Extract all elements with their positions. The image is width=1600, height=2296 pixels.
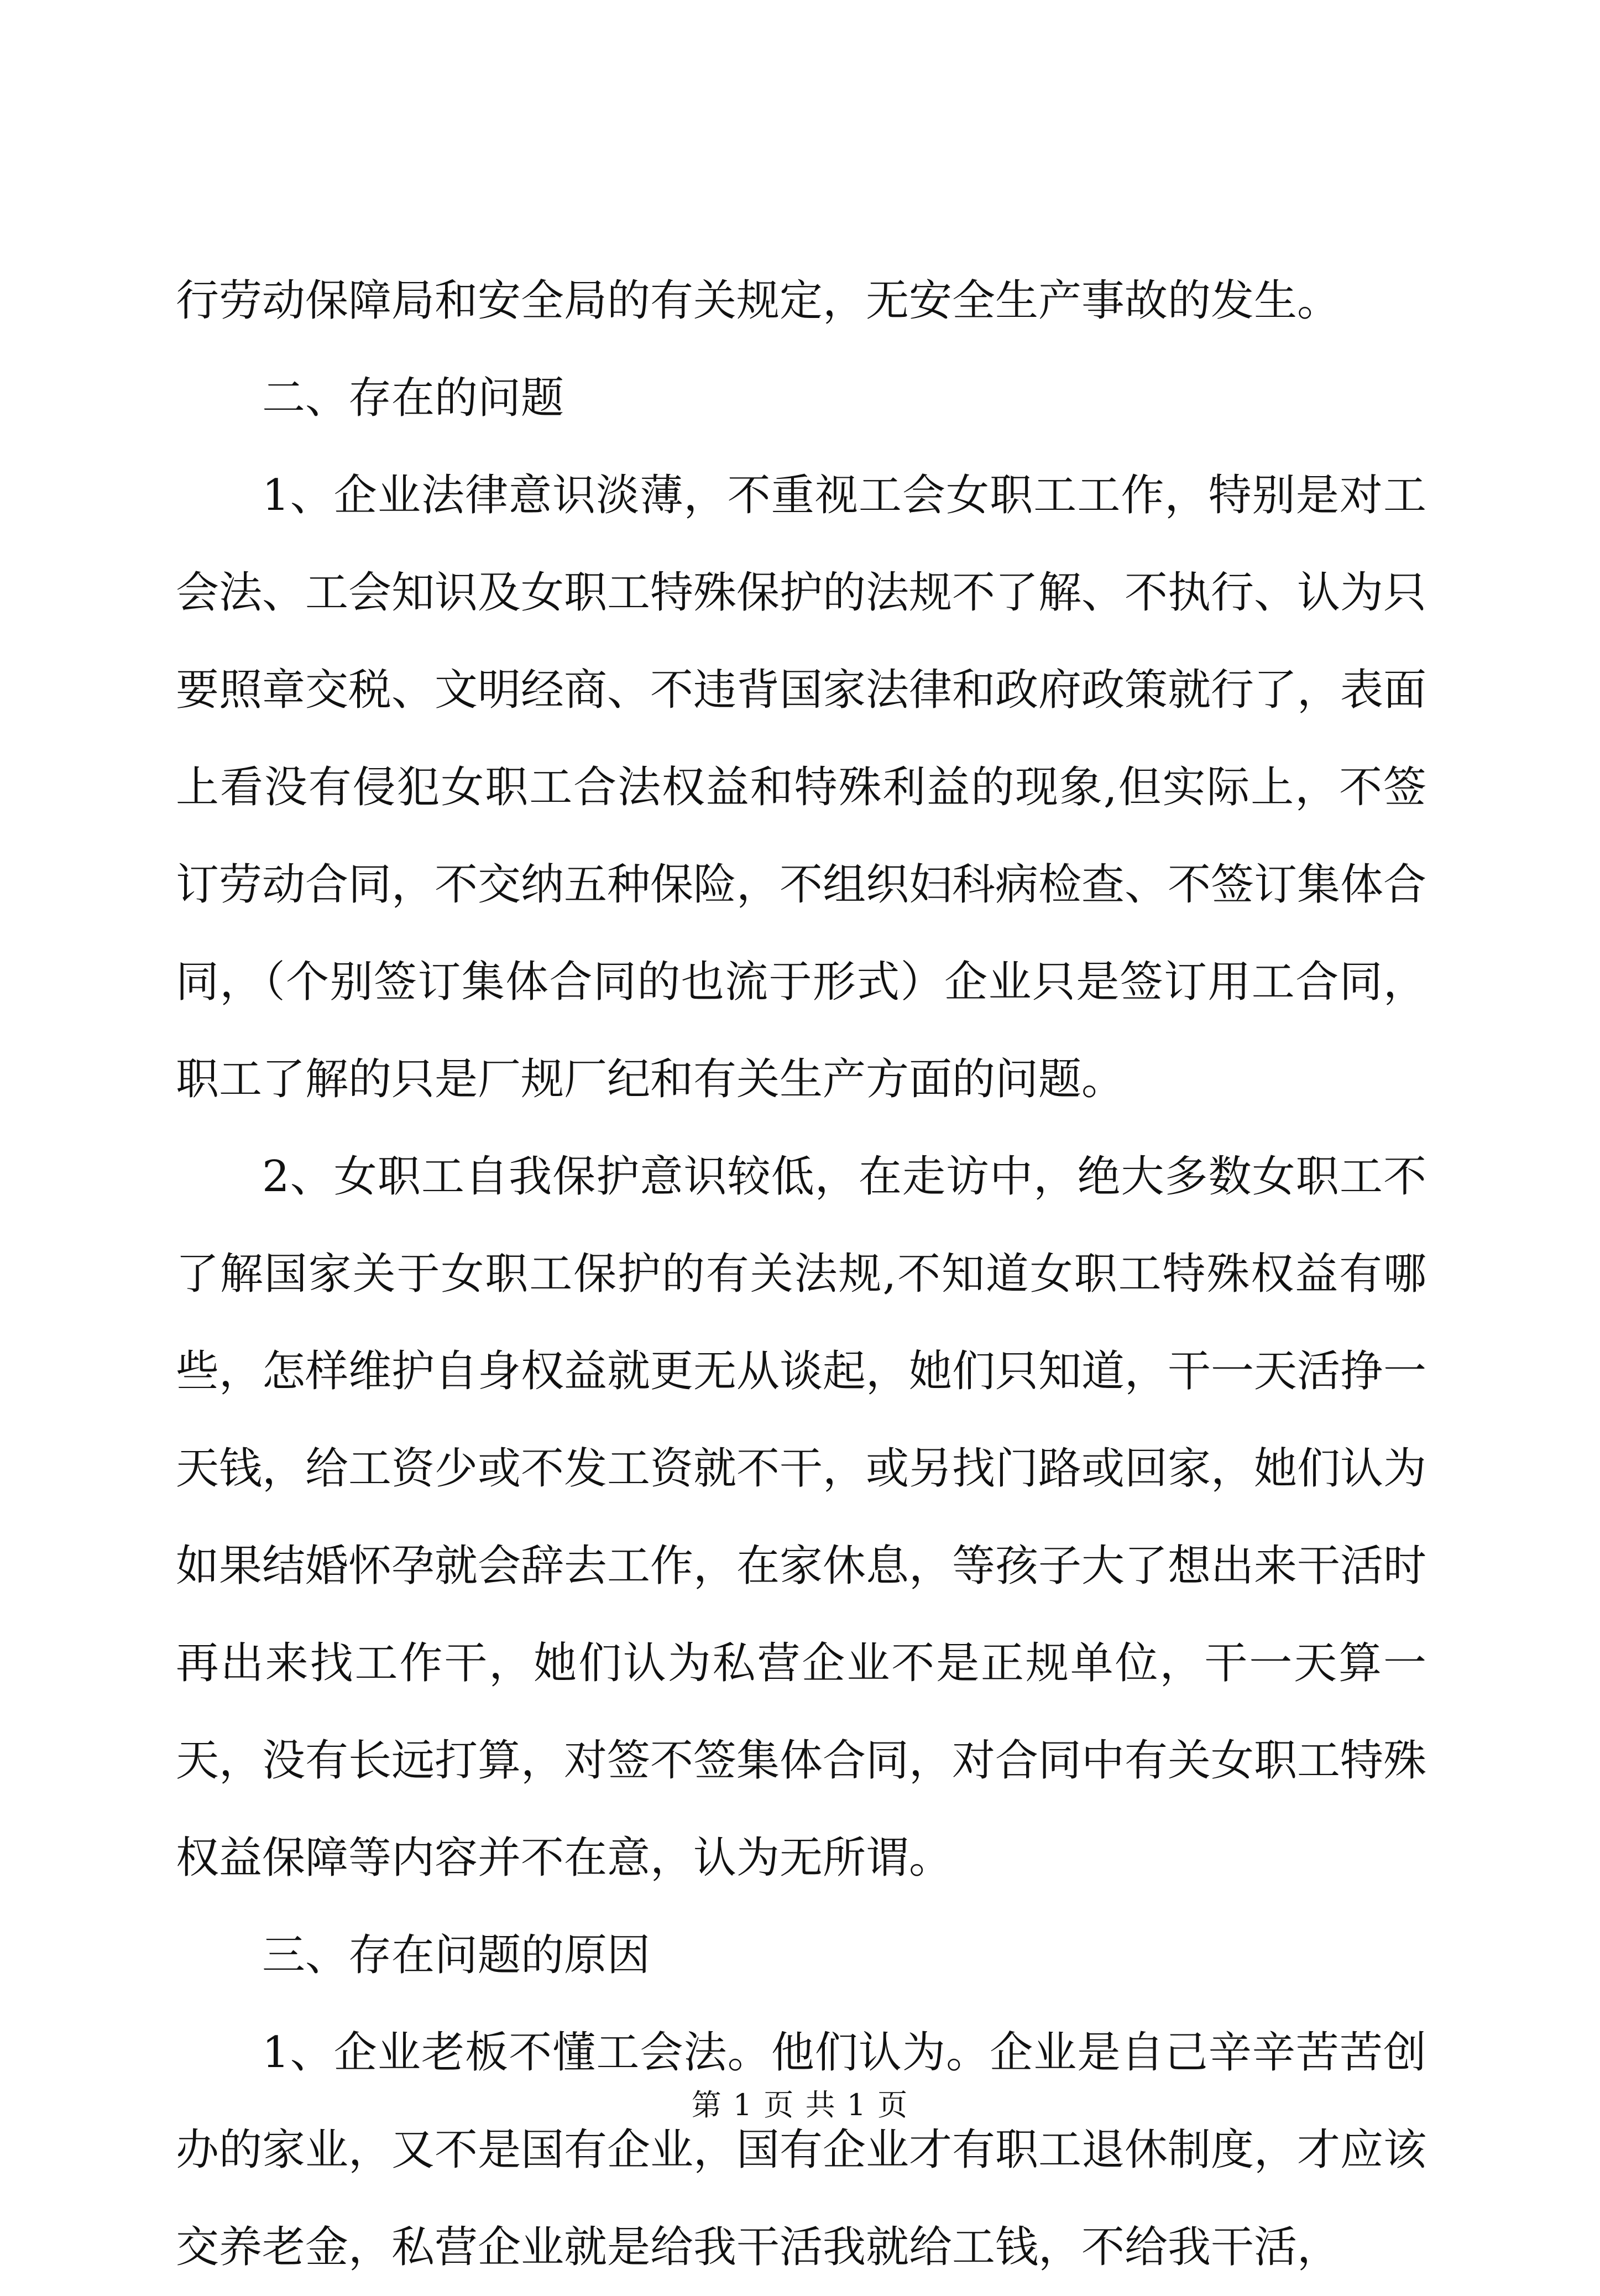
page-footer: 第 1 页 共 1 页 (691, 2088, 909, 2122)
paragraph-continuation: 行劳动保障局和安全局的有关规定，无安全生产事故的发生。 (176, 276, 1341, 326)
section-heading-problems: 二、存在的问题 (262, 373, 564, 423)
document-body (176, 252, 1426, 2296)
paragraph-cause-1: 1、企业老板不懂工会法。他们认为。企业是自己辛辛苦苦创办的家业，又不是国有企业，国有企业才有职工退休制度，才应该交养老金，私营企业就是给我干活我就给工钱，不给我干活， (176, 2028, 1427, 2272)
paragraph-problem-1: 1、企业法律意识淡薄，不重视工会女职工工作，特别是对工会法、工会知识及女职工特殊保护的法规不了解、不执行、认为只要照章交税、文明经商、不违背国家法律和政府政策就行了，表面上看没有侵犯女职工合法权益和特殊利益的现象,但实际上，不签订劳动合同，不交纳五种保险，不组织妇科病检查、不签订集体合同，（个别签订集体合同的也流于形式）企业只是签订用工合同，职工了解的只是厂规厂纪和有关生产方面的问题。 (176, 471, 1427, 1104)
paragraph-problem-2: 2、女职工自我保护意识较低，在走访中，绝大多数女职工不了解国家关于女职工保护的有关法规,不知道女职工特殊权益有哪些，怎样维护自身权益就更无从谈起，她们只知道，干一天活挣一天钱，给工资少或不发工资就不干，或另找门路或回家，她们认为如果结婚怀孕就会辞去工作，在家休息，等孩子大了想出来干活时再出来找工作干，她们认为私营企业不是正规单位，干一天算一天，没有长远打算，对签不签集体合同，对合同中有关女职工特殊权益保障等内容并不在意，认为无所谓。 (176, 1152, 1427, 1883)
section-heading-causes: 三、存在问题的原因 (262, 1930, 651, 1980)
